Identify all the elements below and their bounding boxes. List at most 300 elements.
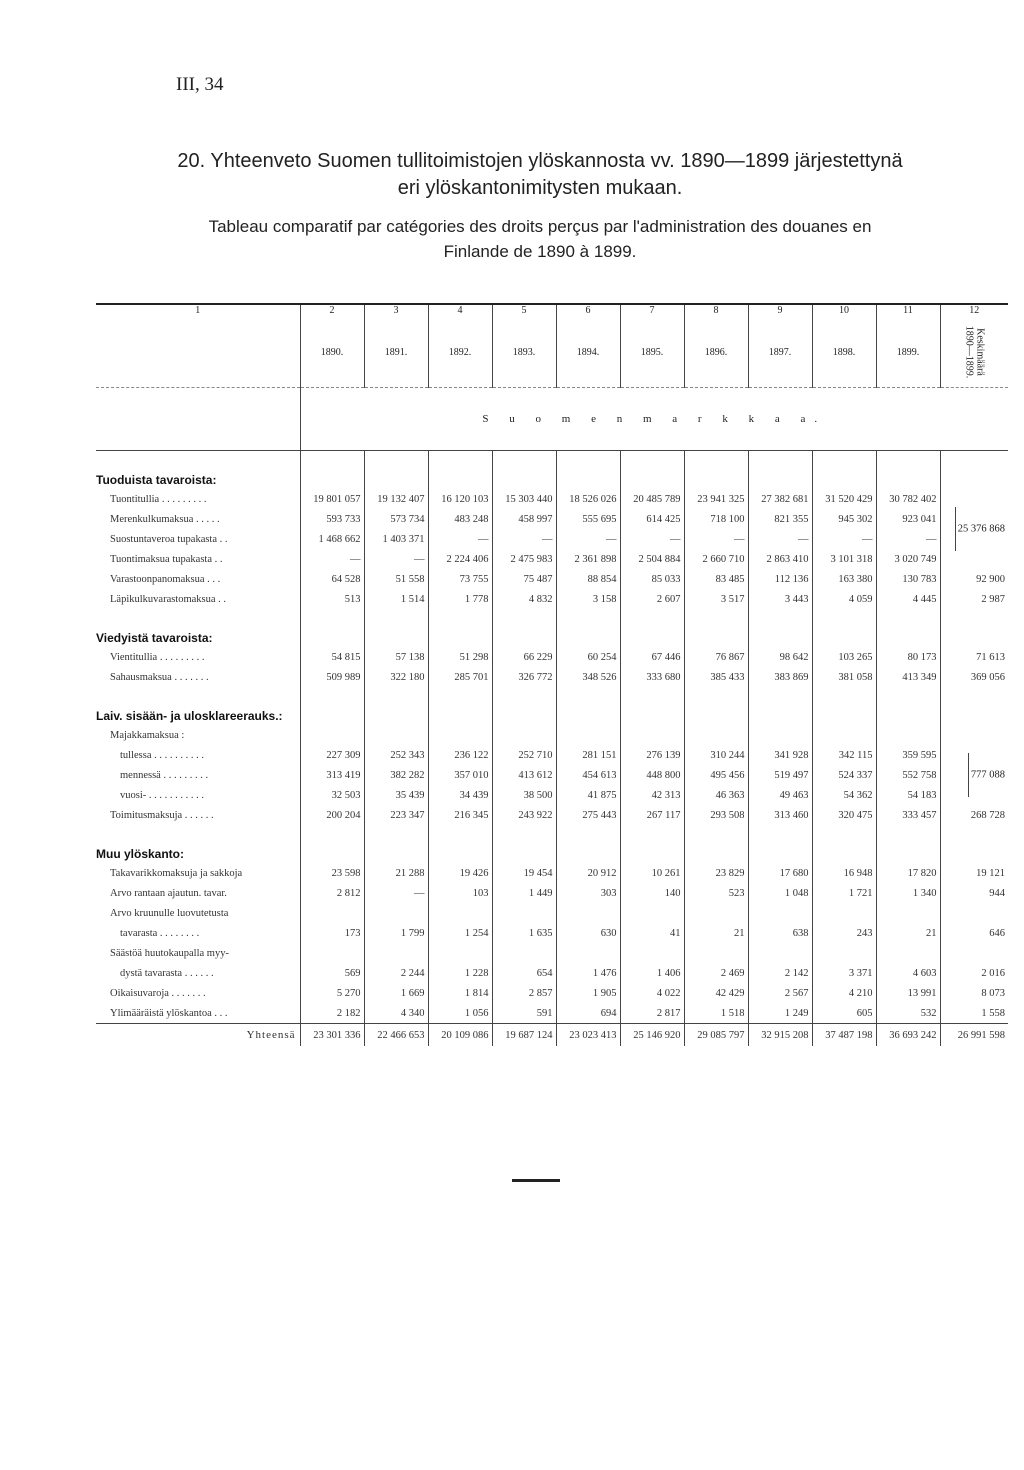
data-cell: 88 854 [556,569,620,589]
data-cell: 2 817 [620,1003,684,1024]
data-cell: 75 487 [492,569,556,589]
column-number: 10 [812,305,876,317]
table-row [96,1003,1008,1024]
section-title: Laiv. sisään- ja ulosklareerauks.: [96,709,283,723]
data-cell: 73 755 [428,569,492,589]
data-cell: 293 508 [684,805,748,825]
column-number: 11 [876,305,940,317]
total-cell: 32 915 208 [748,1024,812,1047]
title-fr-line2: Finlande de 1890 à 1899. [443,242,637,261]
table-row [96,923,1008,943]
empty-cell [812,725,876,745]
unit-label-spacer [96,388,300,451]
data-cell: 19 454 [492,863,556,883]
empty-cell [556,825,620,863]
table-row [96,903,1008,923]
data-cell: 523 [684,883,748,903]
empty-cell [300,725,364,745]
data-cell: 821 355 [748,509,812,529]
section-header-row [96,825,1008,863]
data-cell [556,943,620,963]
data-cell [428,903,492,923]
empty-cell [492,725,556,745]
data-cell: 267 117 [620,805,684,825]
data-cell: 98 642 [748,647,812,667]
year-header: 1898. [812,317,876,388]
average-cell: 92 900 [940,569,1008,589]
data-cell: 2 504 884 [620,549,684,569]
data-cell: 2 607 [620,589,684,609]
data-cell: — [620,529,684,549]
empty-cell [876,825,940,863]
table-row [96,983,1008,1003]
data-cell: 13 991 [876,983,940,1003]
data-cell: 638 [748,923,812,943]
statistics-table-wrapper [96,303,1008,1046]
data-cell: 2 863 410 [748,549,812,569]
data-cell [300,943,364,963]
data-cell: 2 660 710 [684,549,748,569]
column-number-row [96,305,1008,317]
data-cell: 281 151 [556,745,620,765]
empty-cell [940,451,1008,490]
year-header: 1899. [876,317,940,388]
total-cell: 20 109 086 [428,1024,492,1047]
table-row [96,745,1008,765]
data-cell: 2 469 [684,963,748,983]
data-cell: 1 048 [748,883,812,903]
empty-cell [684,825,748,863]
table-row [96,785,1008,805]
data-cell: 1 056 [428,1003,492,1024]
data-cell: — [428,529,492,549]
empty-cell [684,687,748,725]
empty-cell [748,451,812,490]
empty-cell [748,825,812,863]
data-cell: 1 905 [556,983,620,1003]
empty-cell [748,687,812,725]
empty-cell [300,825,364,863]
average-cell: 369 056 [940,667,1008,687]
data-cell: 54 815 [300,647,364,667]
average-cell: 71 613 [940,647,1008,667]
table-row [96,963,1008,983]
brace-mark [964,753,969,797]
data-cell: 654 [492,963,556,983]
row-label: Arvo kruunulle luovutetusta [110,907,229,919]
data-cell: 303 [556,883,620,903]
empty-cell [428,725,492,745]
empty-cell [620,725,684,745]
row-label: Takavarikkomaksuja ja sakkoja [110,867,243,879]
data-cell: 46 363 [684,785,748,805]
data-cell: 1 406 [620,963,684,983]
data-cell: 333 457 [876,805,940,825]
data-cell: 19 426 [428,863,492,883]
row-label: Arvo rantaan ajautun. tavar. [110,887,227,899]
total-cell: 22 466 653 [364,1024,428,1047]
empty-cell [556,451,620,490]
data-cell: 326 772 [492,667,556,687]
data-cell: 112 136 [748,569,812,589]
section-header-row [96,451,1008,490]
data-cell: 591 [492,1003,556,1024]
data-cell: 694 [556,1003,620,1024]
row-label: dystä tavarasta . . . . . . [120,967,214,979]
data-cell: 413 349 [876,667,940,687]
empty-cell [876,451,940,490]
average-cell: 646 [940,923,1008,943]
total-average-cell: 26 991 598 [940,1024,1008,1047]
data-cell: 1 721 [812,883,876,903]
data-cell: 555 695 [556,509,620,529]
data-cell: 1 403 371 [364,529,428,549]
data-cell: 357 010 [428,765,492,785]
empty-cell [812,609,876,647]
data-cell: — [684,529,748,549]
average-cell: 268 728 [940,805,1008,825]
empty-cell [300,687,364,725]
data-cell: 2 475 983 [492,549,556,569]
data-cell: 320 475 [812,805,876,825]
data-cell: 4 210 [812,983,876,1003]
data-cell: 519 497 [748,765,812,785]
data-cell: — [876,529,940,549]
table-row [96,647,1008,667]
data-cell: 605 [812,1003,876,1024]
table-row [96,863,1008,883]
data-cell: 252 343 [364,745,428,765]
data-cell: 1 635 [492,923,556,943]
table-row [96,805,1008,825]
section-title: Viedyistä tavaroista: [96,631,213,645]
data-cell: 3 443 [748,589,812,609]
row-label: Merenkulkumaksua . . . . . [110,513,220,525]
data-cell: 17 820 [876,863,940,883]
data-cell [876,943,940,963]
data-cell: 83 485 [684,569,748,589]
row-label: Läpikulkuvarastomaksua . . [110,593,227,605]
title-fr-line1: Tableau comparatif par catégories des droits perçus par l'administration des douanes en [208,217,872,236]
data-cell: — [492,529,556,549]
data-cell: 19 132 407 [364,489,428,509]
empty-cell [556,725,620,745]
data-cell: 322 180 [364,667,428,687]
column-number: 2 [300,305,364,317]
empty-cell [748,725,812,745]
data-cell: 216 345 [428,805,492,825]
data-cell: 76 867 [684,647,748,667]
data-cell: 313 419 [300,765,364,785]
year-header: 1893. [492,317,556,388]
data-cell [556,903,620,923]
empty-cell [684,725,748,745]
data-cell: 51 298 [428,647,492,667]
column-number: 7 [620,305,684,317]
data-cell: 30 782 402 [876,489,940,509]
sub-label: Majakkamaksua : [110,729,185,741]
column-number: 4 [428,305,492,317]
data-cell [364,903,428,923]
total-row [96,1024,1008,1047]
total-cell: 23 301 336 [300,1024,364,1047]
row-label: Sahausmaksua . . . . . . . [110,671,209,683]
average-merged-cell [940,489,1008,569]
table-row [96,943,1008,963]
total-cell: 29 085 797 [684,1024,748,1047]
data-cell: 67 446 [620,647,684,667]
section-title: Muu ylöskanto: [96,847,185,861]
average-header-text [963,326,985,379]
average-merged-cell [940,745,1008,805]
row-label: tavarasta . . . . . . . . [120,927,200,939]
empty-cell [492,609,556,647]
empty-cell [364,609,428,647]
data-cell: 342 115 [812,745,876,765]
data-cell: 359 595 [876,745,940,765]
data-cell: 1 476 [556,963,620,983]
data-cell: 38 500 [492,785,556,805]
data-cell: 130 783 [876,569,940,589]
empty-cell [428,687,492,725]
data-cell: 630 [556,923,620,943]
empty-cell [876,687,940,725]
empty-cell [876,609,940,647]
data-cell: 1 468 662 [300,529,364,549]
empty-cell [812,451,876,490]
label-column-header [96,317,300,388]
empty-cell [684,609,748,647]
data-cell: 552 758 [876,765,940,785]
data-cell: 509 989 [300,667,364,687]
empty-cell [620,687,684,725]
data-cell: — [364,883,428,903]
average-cell: 1 558 [940,1003,1008,1024]
table-row [96,589,1008,609]
average-cell [940,943,1008,963]
data-cell: 4 340 [364,1003,428,1024]
data-cell: 60 254 [556,647,620,667]
data-cell: 2 244 [364,963,428,983]
empty-cell [492,825,556,863]
total-cell: 19 687 124 [492,1024,556,1047]
data-cell: 227 309 [300,745,364,765]
year-header: 1891. [364,317,428,388]
year-header: 1894. [556,317,620,388]
data-cell: 243 [812,923,876,943]
column-number: 5 [492,305,556,317]
data-cell: 1 514 [364,589,428,609]
data-cell: 51 558 [364,569,428,589]
data-cell: 383 869 [748,667,812,687]
empty-cell [940,609,1008,647]
average-cell: 19 121 [940,863,1008,883]
data-cell: 236 122 [428,745,492,765]
data-cell: 413 612 [492,765,556,785]
data-cell: 923 041 [876,509,940,529]
data-cell: 252 710 [492,745,556,765]
data-cell: 200 204 [300,805,364,825]
average-value: 25 376 868 [957,523,1005,535]
empty-cell [300,451,364,490]
year-header: 1892. [428,317,492,388]
empty-cell [940,687,1008,725]
footer-rule [512,1179,560,1182]
average-value: 777 088 [970,769,1005,781]
data-cell: 448 800 [620,765,684,785]
empty-cell [428,451,492,490]
data-cell: 313 460 [748,805,812,825]
table-row [96,765,1008,785]
data-cell [364,943,428,963]
data-cell: 21 288 [364,863,428,883]
data-cell: 15 303 440 [492,489,556,509]
data-cell: 21 [684,923,748,943]
row-label: tullessa . . . . . . . . . . [120,749,204,761]
average-header-line1: Keskimäärä [974,328,986,376]
data-cell [748,943,812,963]
data-cell: 3 158 [556,589,620,609]
data-cell: 569 [300,963,364,983]
empty-cell [812,687,876,725]
data-cell: 1 254 [428,923,492,943]
data-cell: 103 265 [812,647,876,667]
table-row [96,509,1008,529]
average-header-line2: 1890—1899. [963,325,975,379]
row-label: Toimitusmaksuja . . . . . . [110,809,214,821]
data-cell: 1 814 [428,983,492,1003]
data-cell: 27 382 681 [748,489,812,509]
data-cell: 532 [876,1003,940,1024]
data-cell: 17 680 [748,863,812,883]
row-label: vuosi- . . . . . . . . . . . [120,789,204,801]
data-cell: 1 340 [876,883,940,903]
data-cell: 42 313 [620,785,684,805]
data-cell: 495 456 [684,765,748,785]
average-cell: 2 987 [940,589,1008,609]
data-cell: 458 997 [492,509,556,529]
data-cell [812,903,876,923]
row-label: mennessä . . . . . . . . . [120,769,209,781]
year-header-row [96,317,1008,388]
year-header: 1896. [684,317,748,388]
column-number: 1 [195,305,201,316]
unit-label: S u o m e n m a r k k a a. [300,388,1008,451]
data-cell: 4 022 [620,983,684,1003]
row-label: Vientitullia . . . . . . . . . [110,651,205,663]
data-cell: 2 857 [492,983,556,1003]
data-cell [684,943,748,963]
empty-cell [684,451,748,490]
data-cell: 32 503 [300,785,364,805]
row-label: Suostuntaveroa tupakasta . . [110,533,228,545]
data-cell: 80 173 [876,647,940,667]
data-cell: 64 528 [300,569,364,589]
data-cell: 614 425 [620,509,684,529]
data-cell: 348 526 [556,667,620,687]
data-cell: 243 922 [492,805,556,825]
data-cell: 1 249 [748,1003,812,1024]
data-cell: 3 101 318 [812,549,876,569]
empty-cell [492,451,556,490]
data-cell [492,903,556,923]
data-cell [428,943,492,963]
data-cell: 1 449 [492,883,556,903]
section-header-row [96,609,1008,647]
row-label: Varastoonpanomaksua . . . [110,573,221,585]
data-cell: 34 439 [428,785,492,805]
data-cell: 140 [620,883,684,903]
page-number: III, 34 [176,74,224,95]
data-cell: 16 120 103 [428,489,492,509]
table-row [96,529,1008,549]
data-cell: 163 380 [812,569,876,589]
data-cell: 41 875 [556,785,620,805]
year-header: 1890. [300,317,364,388]
title-fi-line1: 20. Yhteenveto Suomen tullitoimistojen ylöskannosta vv. 1890—1899 järjestettynä [177,150,903,172]
data-cell: 2 224 406 [428,549,492,569]
empty-cell [812,825,876,863]
data-cell: 66 229 [492,647,556,667]
data-cell: 513 [300,589,364,609]
empty-cell [940,725,1008,745]
empty-cell [748,609,812,647]
table-body [96,388,1008,1047]
data-cell: 4 059 [812,589,876,609]
total-cell: 37 487 198 [812,1024,876,1047]
year-header: 1897. [748,317,812,388]
data-cell: 54 183 [876,785,940,805]
total-cell: 36 693 242 [876,1024,940,1047]
unit-row [96,388,1008,451]
data-cell: 54 362 [812,785,876,805]
data-cell [620,903,684,923]
empty-cell [492,687,556,725]
column-number: 9 [748,305,812,317]
data-cell: 18 526 026 [556,489,620,509]
table-row [96,883,1008,903]
data-cell: 1 778 [428,589,492,609]
data-cell: 20 912 [556,863,620,883]
data-cell: 23 829 [684,863,748,883]
total-label: Yhteensä [96,1024,300,1047]
data-cell: 276 139 [620,745,684,765]
data-cell: 1 799 [364,923,428,943]
data-cell: 382 282 [364,765,428,785]
data-cell: 23 941 325 [684,489,748,509]
total-cell: 25 146 920 [620,1024,684,1047]
data-cell: 3 371 [812,963,876,983]
row-label: Tuontitullia . . . . . . . . . [110,493,207,505]
average-cell: 8 073 [940,983,1008,1003]
row-label: Säästöä huutokaupalla myy- [110,947,229,959]
data-cell: 285 701 [428,667,492,687]
data-cell: 4 603 [876,963,940,983]
data-cell: 1 669 [364,983,428,1003]
data-cell: 3 020 749 [876,549,940,569]
data-cell: 4 832 [492,589,556,609]
table-row [96,667,1008,687]
data-cell: — [300,549,364,569]
sub-header-row [96,725,1008,745]
data-cell: 385 433 [684,667,748,687]
data-cell: 20 485 789 [620,489,684,509]
table-row [96,569,1008,589]
row-label: Oikaisuvaroja . . . . . . . [110,987,206,999]
data-cell: 310 244 [684,745,748,765]
column-number: 6 [556,305,620,317]
data-cell: 1 518 [684,1003,748,1024]
